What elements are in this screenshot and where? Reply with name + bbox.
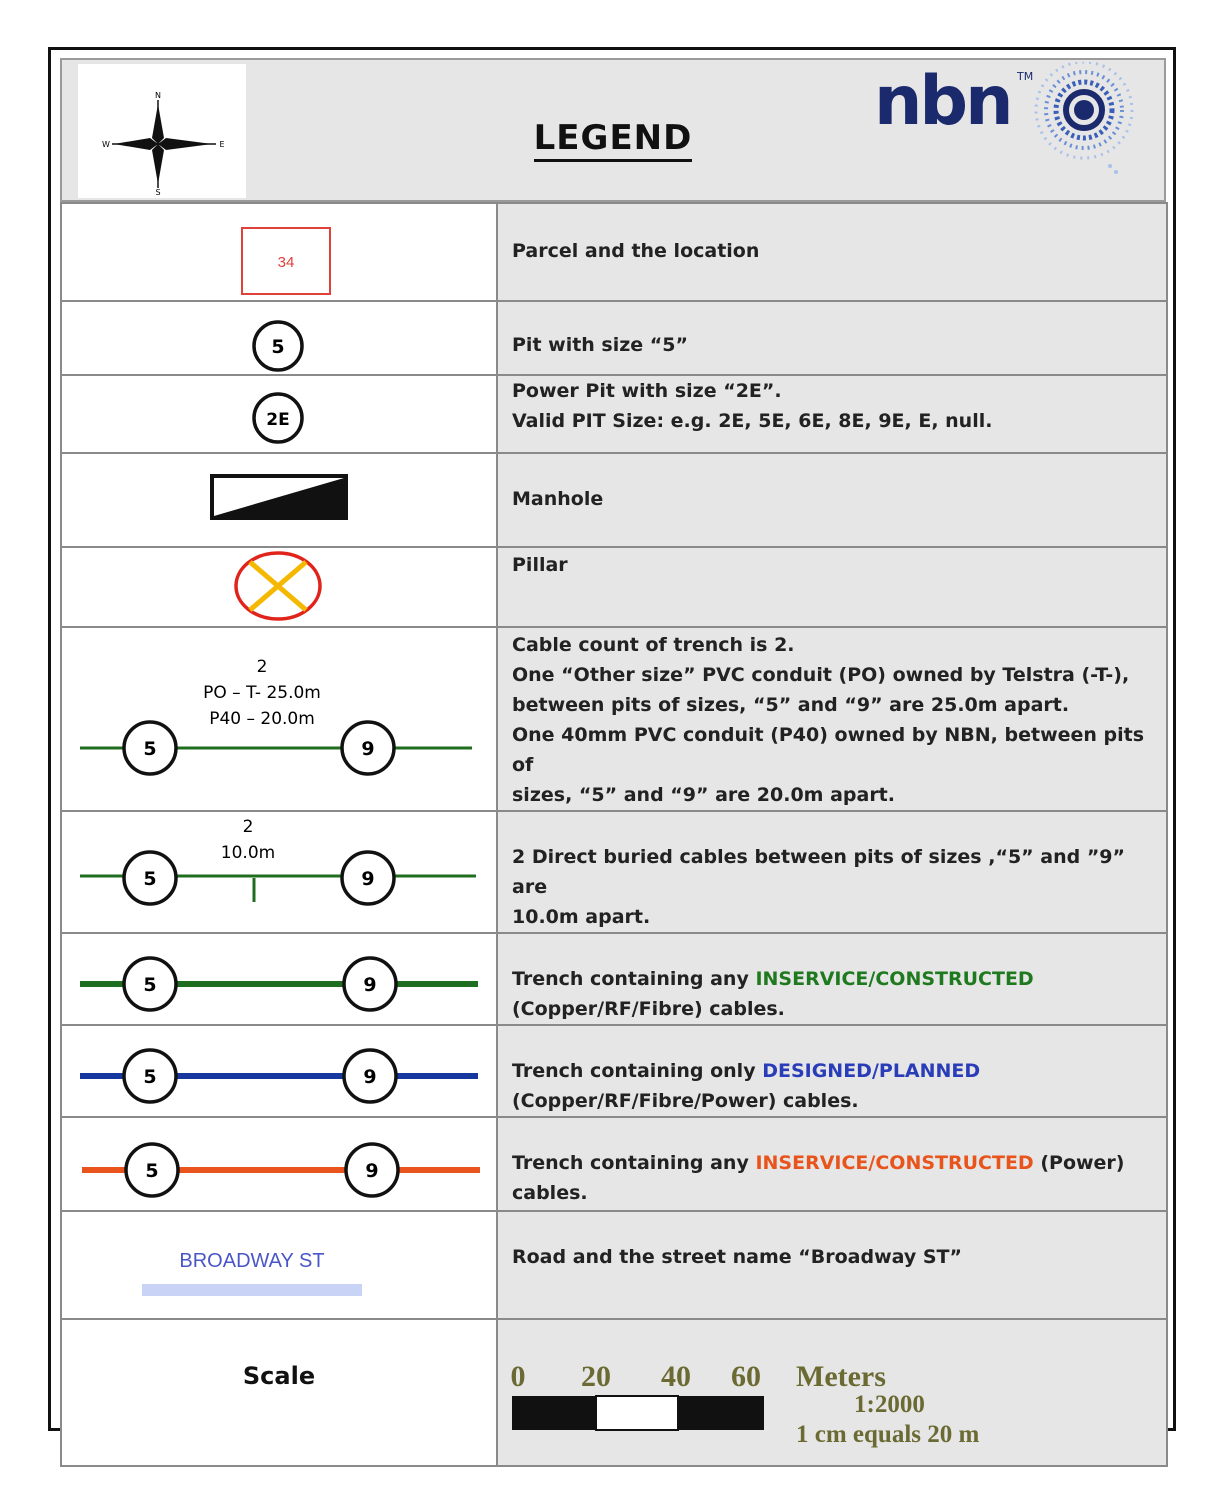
pit-desc: Pit with size “5” [512, 334, 689, 356]
scale-label: Scale [242, 1362, 316, 1390]
direct-pit-b: 9 [361, 868, 375, 890]
direct-count: 2 [242, 817, 254, 837]
compass-n: N [155, 91, 161, 100]
road-line [142, 1284, 362, 1296]
legend-row-power-pit [61, 375, 1167, 453]
pillar-icon [62, 548, 496, 626]
manhole-desc: Manhole [512, 488, 604, 510]
parcel-desc: Parcel and the location [512, 240, 760, 262]
direct-desc-1: 2 Direct buried cables between pits of sizes ,“5” and ”9” are [512, 846, 1126, 898]
conduit-desc-2: One “Other size” PVC conduit (PO) owned by Telstra (-T-), [512, 664, 1130, 686]
designed-desc-2: (Copper/RF/Fibre/Power) cables. [512, 1090, 859, 1112]
legend-row-manhole [61, 453, 1167, 547]
scale-ratio: 1:2000 [854, 1391, 925, 1418]
direct-length: 10.0m [220, 843, 276, 863]
pillar-desc: Pillar [512, 554, 568, 576]
power-desc-1: Trench containing any INSERVICE/CONSTRUCTED (Power) [512, 1152, 1125, 1174]
inservice-desc-1: Trench containing any INSERVICE/CONSTRUCTED [512, 968, 1034, 990]
legend-row-pillar [61, 547, 1167, 627]
direct-pit-a: 5 [143, 868, 157, 890]
direct-desc-2: 10.0m apart. [512, 906, 651, 928]
scale-bar [498, 1320, 1168, 1456]
pit-size: 5 [271, 336, 285, 358]
nbn-logo: nbn TM [874, 62, 1154, 180]
conduit-desc-1: Cable count of trench is 2. [512, 634, 795, 656]
legend-row-scale [61, 1319, 1167, 1466]
compass-w: W [102, 140, 110, 149]
scale-tick-0: 0 [510, 1360, 526, 1393]
legend-row-direct-buried [61, 811, 1167, 933]
nbn-globe-icon [1032, 62, 1152, 180]
conduit-desc-5: sizes, “5” and “9” are 20.0m apart. [512, 784, 895, 806]
power-pit-desc: Power Pit with size “2E”. [512, 380, 782, 402]
parcel-number: 34 [277, 254, 295, 271]
conduit-pit-b: 9 [361, 738, 375, 760]
scale-tick-40: 40 [661, 1360, 691, 1393]
legend-row-parcel [61, 203, 1167, 301]
compass-e: E [219, 140, 225, 149]
conduit-label-po: PO – T- 25.0m [203, 683, 321, 703]
conduit-label-p40: P40 – 20.0m [209, 709, 315, 729]
road-name-label: BROADWAY ST [179, 1250, 325, 1272]
legend-header [60, 58, 1166, 202]
power-pit-valid-sizes: Valid PIT Size: e.g. 2E, 5E, 6E, 8E, 9E, E, null. [512, 410, 993, 432]
legend-row-power [61, 1117, 1167, 1211]
scale-tick-60: 60 [731, 1360, 761, 1393]
designed-pit-b: 9 [363, 1066, 377, 1088]
power-pit-b: 9 [365, 1160, 379, 1182]
legend-row-conduit [61, 627, 1167, 811]
manhole-icon [62, 454, 496, 546]
scale-tick-20: 20 [581, 1360, 611, 1393]
scale-equivalence: 1 cm equals 20 m [796, 1421, 980, 1448]
compass-s: S [155, 188, 161, 197]
conduit-desc-3: between pits of sizes, “5” and “9” are 25.0m apart. [512, 694, 1070, 716]
designed-desc-1: Trench containing only DESIGNED/PLANNED [512, 1060, 981, 1082]
legend-row-designed [61, 1025, 1167, 1117]
inservice-pit-a: 5 [143, 974, 157, 996]
conduit-pit-a: 5 [143, 738, 157, 760]
power-pit-size: 2E [266, 410, 290, 430]
legend-row-road [61, 1211, 1167, 1319]
legend-table [60, 202, 1168, 1467]
road-desc: Road and the street name “Broadway ST” [512, 1246, 963, 1268]
designed-pit-a: 5 [143, 1066, 157, 1088]
power-pit-a: 5 [145, 1160, 159, 1182]
power-desc-2: cables. [512, 1182, 588, 1204]
conduit-desc-4: One 40mm PVC conduit (P40) owned by NBN, between pits of [512, 724, 1145, 776]
inservice-desc-2: (Copper/RF/Fibre) cables. [512, 998, 785, 1020]
legend-row-pit [61, 301, 1167, 375]
legend-row-inservice [61, 933, 1167, 1025]
legend-title: LEGEND [62, 118, 1164, 158]
scale-units: Meters [796, 1360, 886, 1393]
conduit-count: 2 [256, 657, 268, 677]
inservice-pit-b: 9 [363, 974, 377, 996]
